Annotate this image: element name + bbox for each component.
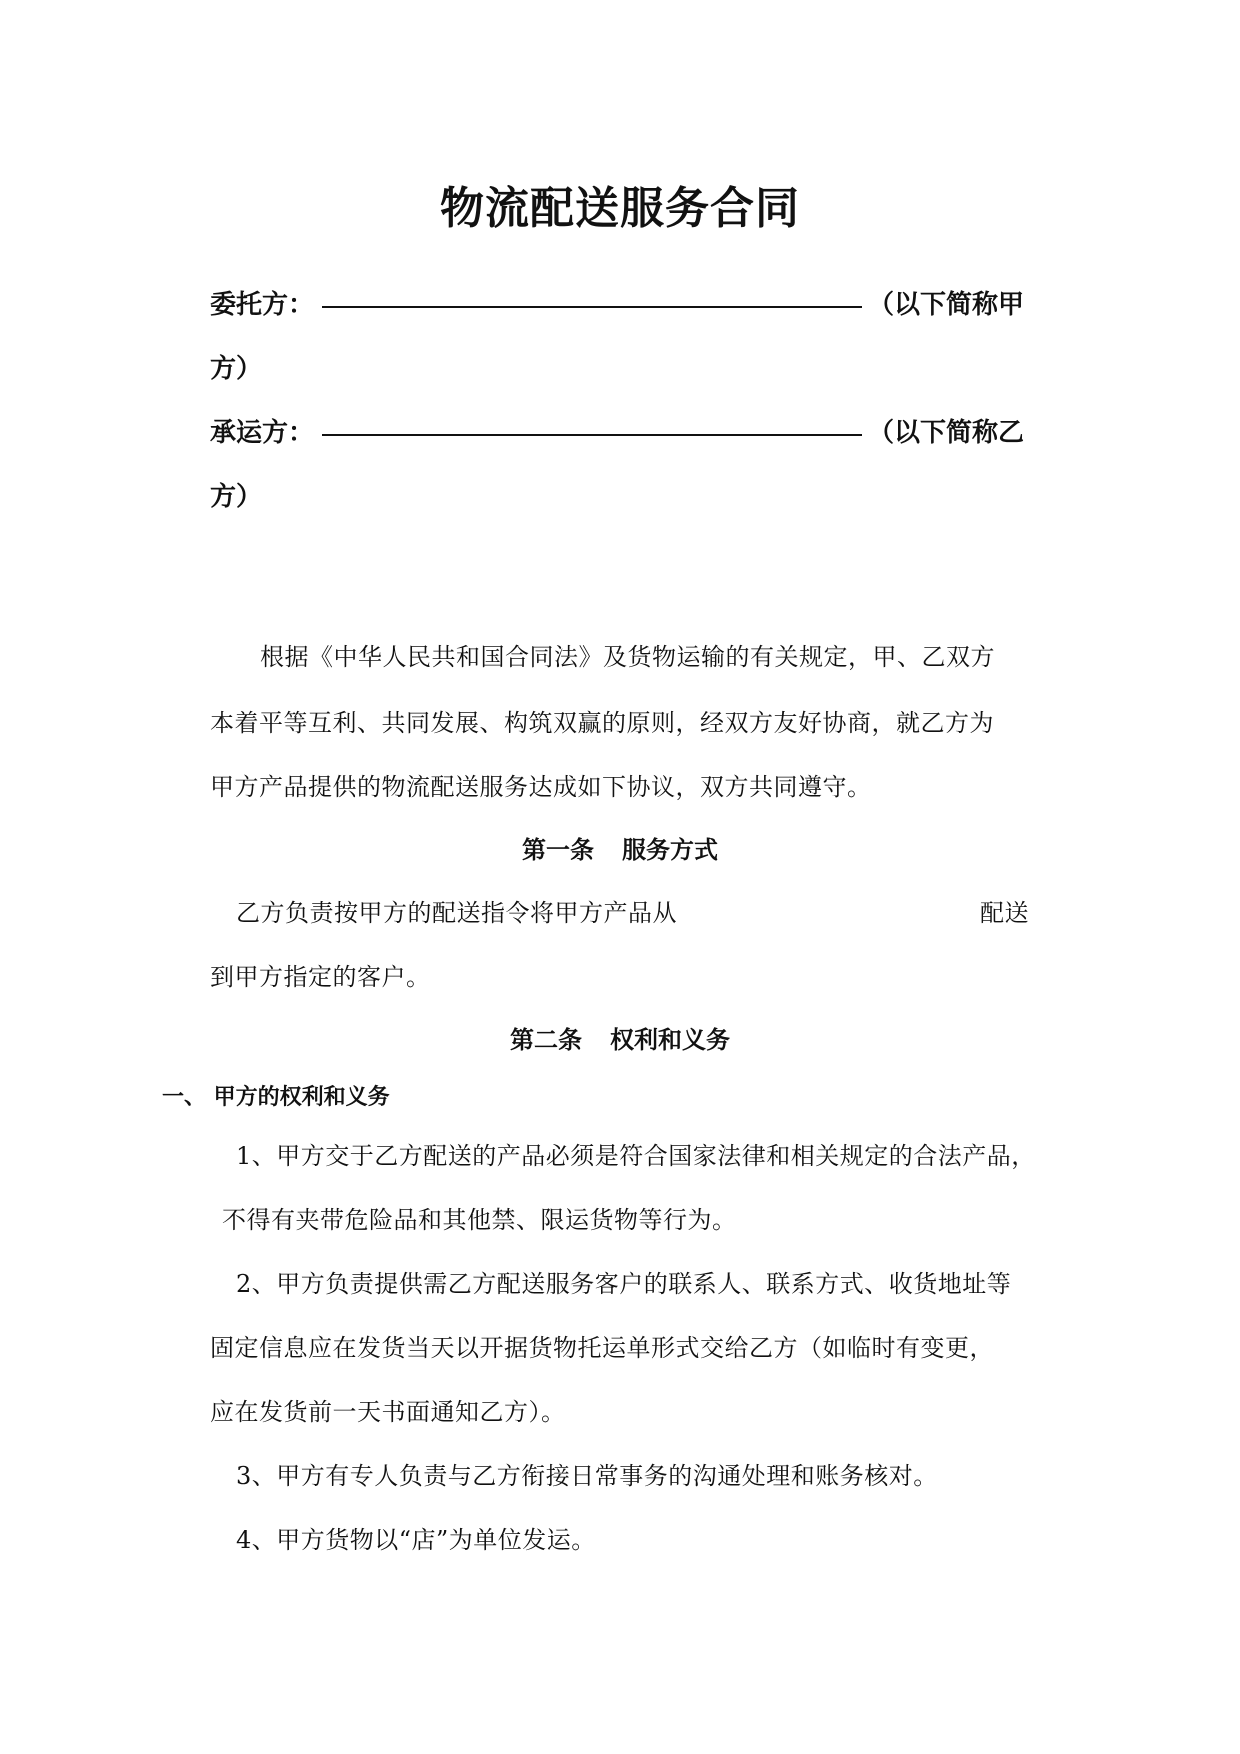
article-1-heading xyxy=(0,830,1240,865)
clause-1-line-2: 不得有夹带危险品和其他禁、限运货物等行为。 xyxy=(222,1206,737,1234)
article-2-heading xyxy=(0,1020,1240,1055)
clause-2-line-3: 应在发货前一天书面通知乙方）。 xyxy=(210,1398,566,1426)
clause-2-line-2: 固定信息应在发货当天以开据货物托运单形式交给乙方（如临时有变更， xyxy=(210,1334,994,1362)
article-1-text-start: 乙方负责按甲方的配送指令将甲方产品从 xyxy=(236,899,677,927)
preamble-line-3: 甲方产品提供的物流配送服务达成如下协议，双方共同遵守。 xyxy=(210,773,872,801)
section-1-title: 一、 甲方的权利和义务 xyxy=(162,1084,390,1110)
clause-1-line-1: 1、甲方交于乙方配送的产品必须是符合国家法律和相关规定的合法产品， xyxy=(236,1142,1036,1170)
clause-2-line-1: 2、甲方负责提供需乙方配送服务客户的联系人、联系方式、收货地址等 xyxy=(236,1270,1012,1298)
clause-4-line-1: 4、甲方货物以“店”为单位发运。 xyxy=(236,1526,596,1554)
party-a-label: 委托方： xyxy=(210,290,315,320)
party-a-blank-line[interactable] xyxy=(322,306,862,308)
party-b-suffix-cont: 方） xyxy=(210,482,263,512)
party-a-suffix-cont: 方） xyxy=(210,354,263,384)
clause-3-line-1: 3、甲方有专人负责与乙方衔接日常事务的沟通处理和账务核对。 xyxy=(236,1462,938,1490)
article-2-number: 第二条 xyxy=(510,1025,582,1054)
preamble-line-2: 本着平等互利、共同发展、构筑双赢的原则，经双方友好协商，就乙方为 xyxy=(210,709,994,737)
party-b-label: 承运方： xyxy=(210,418,315,448)
article-1-number: 第一条 xyxy=(522,835,594,864)
article-1-name: 服务方式 xyxy=(622,835,718,864)
article-2-name: 权利和义务 xyxy=(610,1025,730,1054)
article-1-text-line-2: 到甲方指定的客户。 xyxy=(210,963,431,991)
contract-title: 物流配送服务合同 xyxy=(440,183,800,234)
preamble-line-1: 根据《中华人民共和国合同法》及货物运输的有关规定，甲、乙双方 xyxy=(260,643,995,671)
party-b-blank-line[interactable] xyxy=(322,434,862,436)
party-b-suffix: （以下简称乙 xyxy=(868,418,1025,448)
party-a-suffix: （以下简称甲 xyxy=(868,290,1025,320)
article-1-text-end: 配送 xyxy=(980,899,1029,927)
